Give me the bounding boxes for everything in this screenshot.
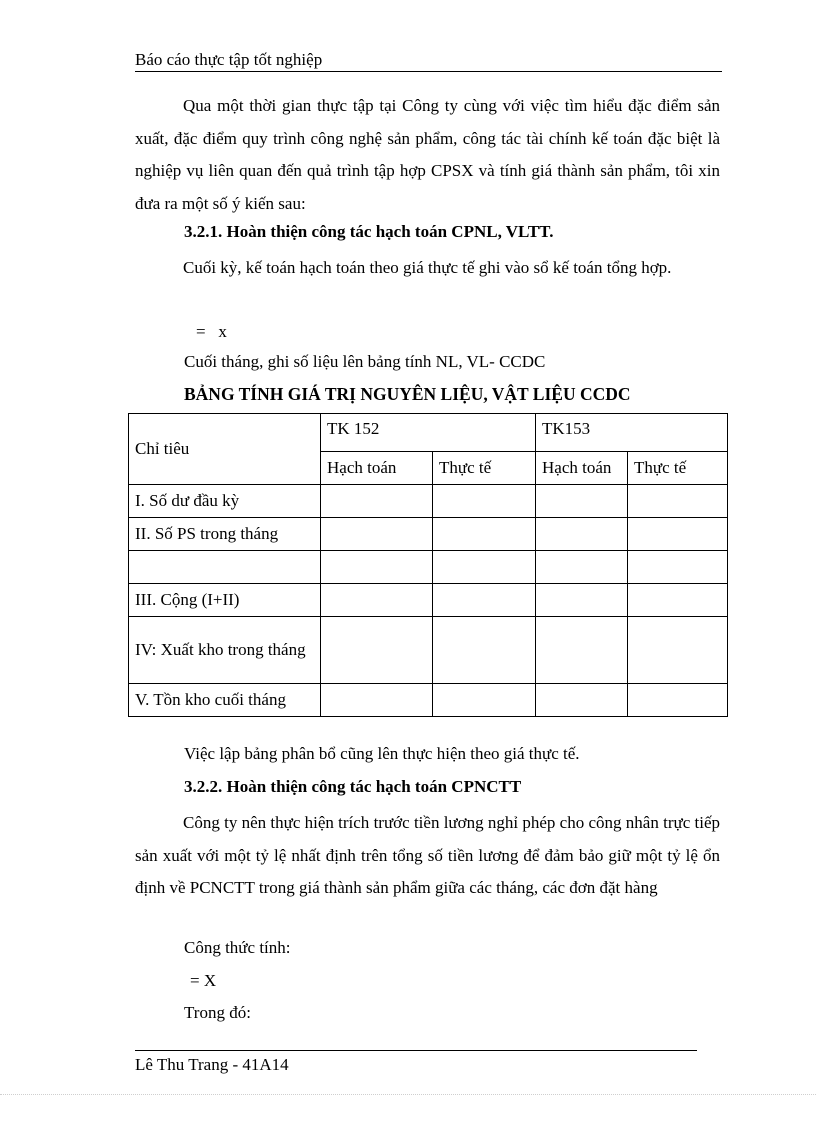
page-boundary bbox=[0, 1094, 816, 1095]
table-subheader: Hạch toán bbox=[536, 452, 628, 485]
table-group-tk153: TK153 bbox=[536, 414, 728, 452]
table-row bbox=[129, 551, 728, 584]
where-label: Trong đó: bbox=[184, 1003, 251, 1022]
section-3-2-2-heading: 3.2.2. Hoàn thiện công tác hạch toán CPNCTT bbox=[184, 777, 522, 796]
table-title: BẢNG TÍNH GIÁ TRỊ NGUYÊN LIỆU, VẬT LIỆU CCDC bbox=[184, 384, 631, 404]
section-3-2-1-paragraph: Cuối kỳ, kế toán hạch toán theo giá thực tế ghi vào sổ kế toán tổng hợp. bbox=[183, 258, 672, 277]
footer-divider bbox=[135, 1050, 697, 1051]
section-3-2-1-heading: 3.2.1. Hoàn thiện công tác hạch toán CPNL, VLTT. bbox=[184, 222, 554, 241]
table-row-label: II. Số PS trong tháng bbox=[129, 518, 321, 551]
table-row bbox=[129, 617, 728, 684]
formula-label: Công thức tính: bbox=[184, 938, 291, 957]
table-row-label: V. Tồn kho cuối tháng bbox=[129, 684, 321, 717]
table-group-tk152: TK 152 bbox=[321, 414, 536, 452]
formula-1: = x bbox=[196, 322, 227, 341]
table-subheader: Hạch toán bbox=[321, 452, 433, 485]
table-row-label: I. Số dư đầu kỳ bbox=[129, 485, 321, 518]
table-intro-note: Cuối tháng, ghi số liệu lên bảng tính NL, VL- CCDC bbox=[184, 352, 546, 371]
table-subheader: Thực tế bbox=[433, 452, 536, 485]
table-subheader: Thực tế bbox=[628, 452, 728, 485]
header-divider bbox=[135, 71, 722, 72]
table-row bbox=[129, 485, 728, 518]
table-row bbox=[129, 684, 728, 717]
material-value-table bbox=[128, 413, 728, 717]
table-row-label: III. Cộng (I+II) bbox=[129, 584, 321, 617]
section-3-2-2-paragraph: Công ty nên thực hiện trích trước tiền lương nghỉ phép cho công nhân trực tiếp sản xuất với một tỷ lệ nhất định trên tổng số tiền lương để đảm bảo giữ một tỷ lệ ổn định về PCNCTT trong giá thành sản phẩm giữa các tháng, các đơn đặt hàng bbox=[135, 813, 720, 897]
table-row-label bbox=[129, 551, 321, 584]
footer-author: Lê Thu Trang - 41A14 bbox=[135, 1055, 289, 1074]
table-row bbox=[129, 518, 728, 551]
table-row bbox=[129, 584, 728, 617]
formula-2: = X bbox=[190, 971, 217, 990]
table-row-label: IV: Xuất kho trong tháng bbox=[129, 617, 321, 684]
table-header-row-label: Chỉ tiêu bbox=[129, 414, 321, 485]
intro-paragraph: Qua một thời gian thực tập tại Công ty cùng với việc tìm hiểu đặc điểm sản xuất, đặc điểm quy trình công nghệ sản phẩm, công tác tài chính kế toán đặc biệt là nghiệp vụ liên quan đến quả trình tập hợp CPSX và tính giá thành sản phẩm, tôi xin đưa ra một số ý kiến sau: bbox=[135, 96, 720, 213]
after-table-note: Việc lập bảng phân bổ cũng lên thực hiện theo giá thực tế. bbox=[184, 744, 580, 763]
page-header-title: Báo cáo thực tập tốt nghiệp bbox=[135, 50, 323, 69]
